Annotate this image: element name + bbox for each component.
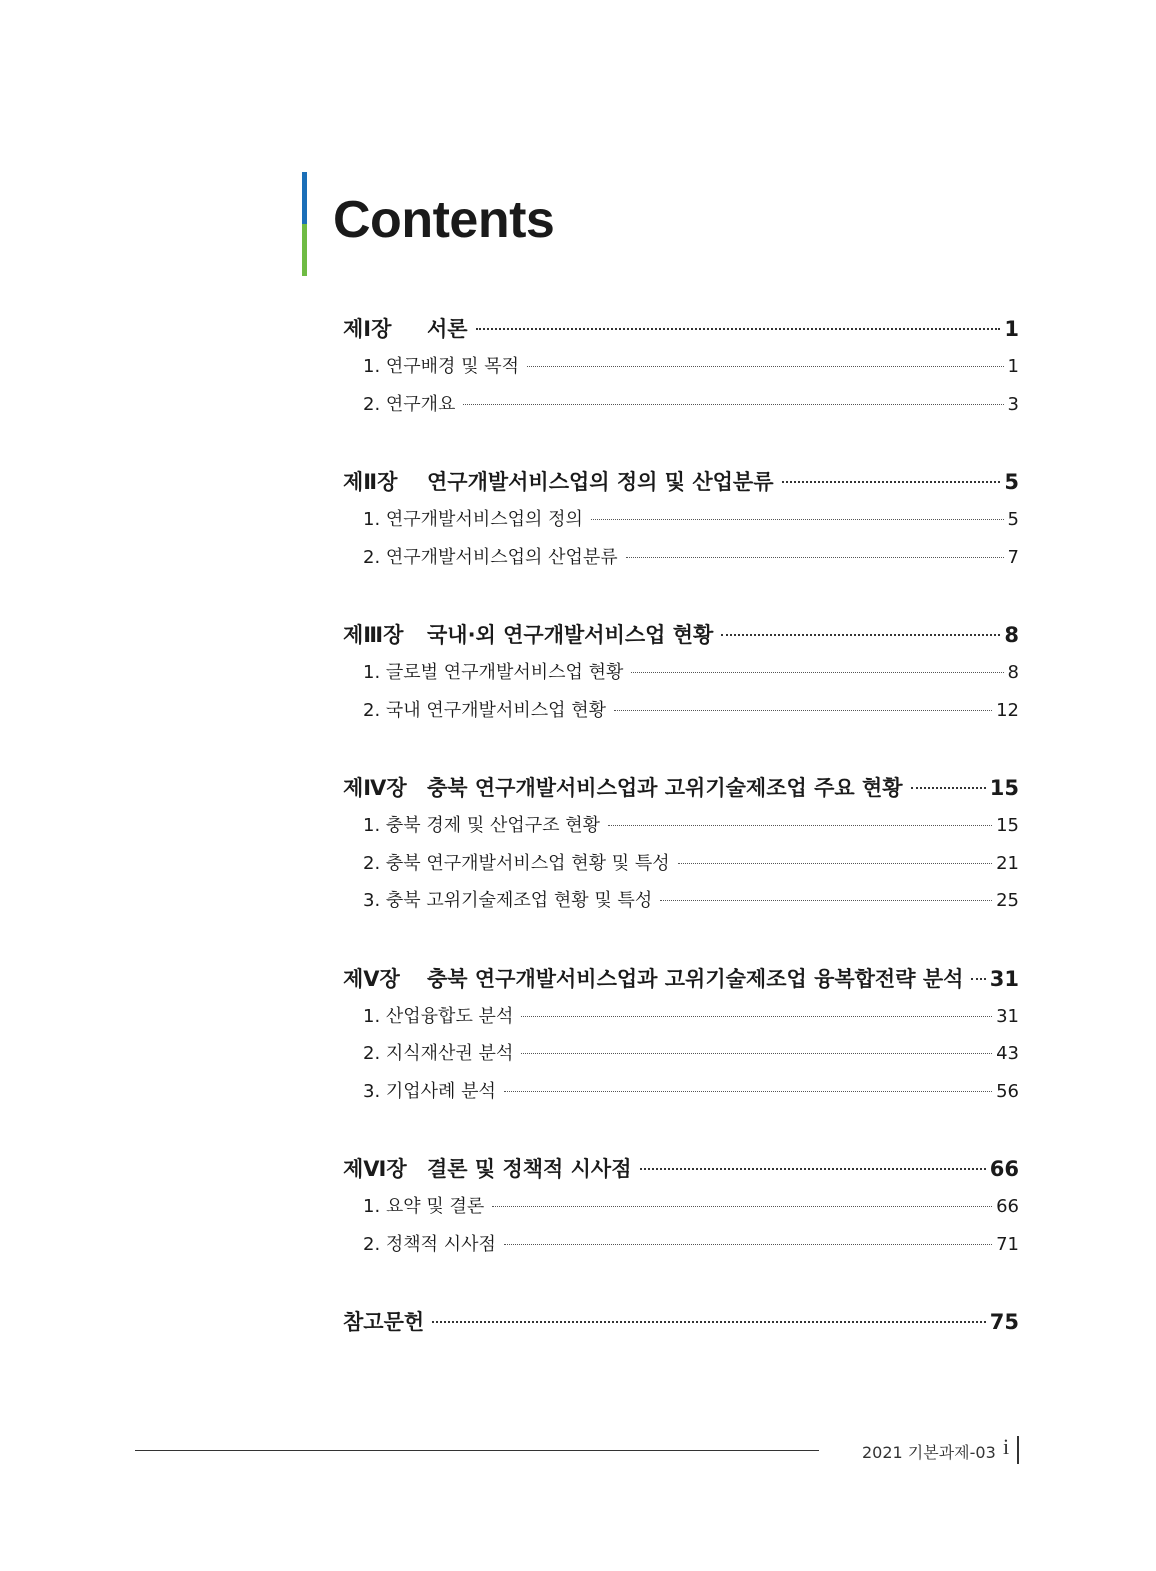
toc-section[interactable] [343, 1035, 1019, 1073]
chapter-page: 5 [1004, 470, 1019, 494]
section-label: 2. 연구개발서비스업의 산업분류 [363, 546, 618, 568]
section-label: 3. 기업사례 분석 [363, 1080, 496, 1102]
chapter-number: 제Ⅲ장 [343, 623, 404, 647]
chapter-page: 66 [989, 1157, 1019, 1181]
section-page: 1 [1007, 356, 1019, 377]
toc-chapter-5[interactable] [343, 960, 1019, 998]
section-page: 3 [1007, 393, 1019, 415]
section-label: 3. 충북 고위기술제조업 현황 및 특성 [363, 890, 653, 911]
dot-leader [626, 557, 1004, 558]
toc-section[interactable] [343, 882, 1019, 920]
footer-report-id: 2021 기본과제-03 [862, 1443, 996, 1462]
dot-leader [521, 1016, 992, 1017]
section-label: 1. 요약 및 결론 [363, 1196, 485, 1217]
chapter-title: 서론 [427, 317, 468, 341]
toc-section[interactable] [343, 1226, 1019, 1264]
dot-leader [492, 1206, 992, 1207]
section-page: 15 [996, 815, 1019, 836]
chapter-number: 제Ⅴ장 [343, 966, 400, 991]
dot-leader [721, 634, 1000, 636]
toc-references[interactable] [343, 1303, 1019, 1341]
chapter-title: 충북 연구개발서비스업과 고위기술제조업 융복합전략 분석 [427, 966, 964, 991]
dot-leader [463, 404, 1003, 405]
section-label: 2. 국내 연구개발서비스업 현황 [363, 699, 606, 721]
toc-section[interactable] [343, 845, 1019, 883]
section-page: 66 [996, 1196, 1019, 1217]
dot-leader [631, 672, 1003, 673]
section-label: 2. 충북 연구개발서비스업 현황 및 특성 [363, 852, 670, 874]
dot-leader [782, 481, 1001, 483]
chapter-page: 31 [989, 966, 1019, 991]
dot-leader [504, 1244, 992, 1245]
dot-leader [476, 328, 1001, 330]
chapter-number: 제Ⅳ장 [343, 776, 407, 800]
title-accent-blue [302, 172, 307, 224]
dot-leader [608, 825, 992, 826]
footer-divider [1017, 1436, 1019, 1464]
dot-leader [971, 978, 985, 980]
title-accent-green [302, 224, 307, 276]
toc-chapter-6[interactable] [343, 1150, 1019, 1188]
toc-chapter-1[interactable] [343, 310, 1019, 348]
toc-section[interactable] [343, 807, 1019, 845]
section-label: 1. 산업융합도 분석 [363, 1005, 514, 1027]
table-of-contents [343, 310, 1019, 1341]
section-page: 7 [1007, 546, 1019, 568]
title-accent-bar [302, 172, 307, 276]
chapter-title: 결론 및 정책적 시사점 [427, 1157, 632, 1181]
chapter-number: 제Ⅵ장 [343, 1157, 407, 1181]
dot-leader [614, 710, 992, 711]
section-label: 2. 연구개요 [363, 393, 456, 415]
chapter-page: 15 [989, 776, 1019, 800]
footer-rule [135, 1450, 819, 1451]
chapter-title: 연구개발서비스업의 정의 및 산업분류 [427, 470, 774, 494]
section-label: 1. 충북 경제 및 산업구조 현황 [363, 815, 601, 836]
chapter-title: 충북 연구개발서비스업과 고위기술제조업 주요 현황 [427, 776, 903, 800]
dot-leader [527, 366, 1003, 367]
chapter-title: 국내·외 연구개발서비스업 현황 [427, 623, 714, 647]
chapter-page: 8 [1004, 623, 1019, 647]
page-title: Contents [333, 191, 555, 249]
toc-chapter-4[interactable] [343, 769, 1019, 807]
section-label: 2. 정책적 시사점 [363, 1233, 496, 1255]
toc-section[interactable] [343, 692, 1019, 730]
chapter-number: 제Ⅱ장 [343, 470, 398, 494]
dot-leader [640, 1168, 986, 1170]
section-page: 5 [1007, 509, 1019, 530]
chapter-number: 제Ⅰ장 [343, 317, 392, 341]
section-page: 71 [996, 1233, 1019, 1255]
section-page: 12 [996, 699, 1019, 721]
section-page: 21 [996, 852, 1019, 874]
section-page: 56 [996, 1080, 1019, 1102]
section-page: 25 [996, 890, 1019, 911]
references-page: 75 [989, 1310, 1019, 1334]
section-label: 1. 연구배경 및 목적 [363, 356, 520, 377]
dot-leader [504, 1091, 992, 1092]
toc-section[interactable] [343, 348, 1019, 386]
section-page: 43 [996, 1043, 1019, 1064]
toc-chapter-2[interactable] [343, 463, 1019, 501]
toc-section[interactable] [343, 998, 1019, 1036]
references-label: 참고문헌 [343, 1310, 425, 1334]
toc-section[interactable] [343, 1188, 1019, 1226]
section-label: 1. 연구개발서비스업의 정의 [363, 509, 583, 530]
toc-section[interactable] [343, 539, 1019, 577]
section-page: 8 [1007, 662, 1019, 683]
dot-leader [432, 1321, 986, 1323]
toc-section[interactable] [343, 1073, 1019, 1111]
toc-section[interactable] [343, 386, 1019, 424]
toc-chapter-3[interactable] [343, 616, 1019, 654]
chapter-page: 1 [1004, 317, 1019, 341]
section-page: 31 [996, 1005, 1019, 1027]
section-label: 2. 지식재산권 분석 [363, 1043, 514, 1064]
dot-leader [660, 900, 992, 901]
dot-leader [678, 863, 992, 864]
dot-leader [591, 519, 1004, 520]
dot-leader [521, 1053, 992, 1054]
section-label: 1. 글로벌 연구개발서비스업 현황 [363, 662, 624, 683]
dot-leader [911, 787, 986, 789]
toc-section[interactable] [343, 654, 1019, 692]
footer-page-number: i [1003, 1434, 1010, 1459]
toc-section[interactable] [343, 501, 1019, 539]
